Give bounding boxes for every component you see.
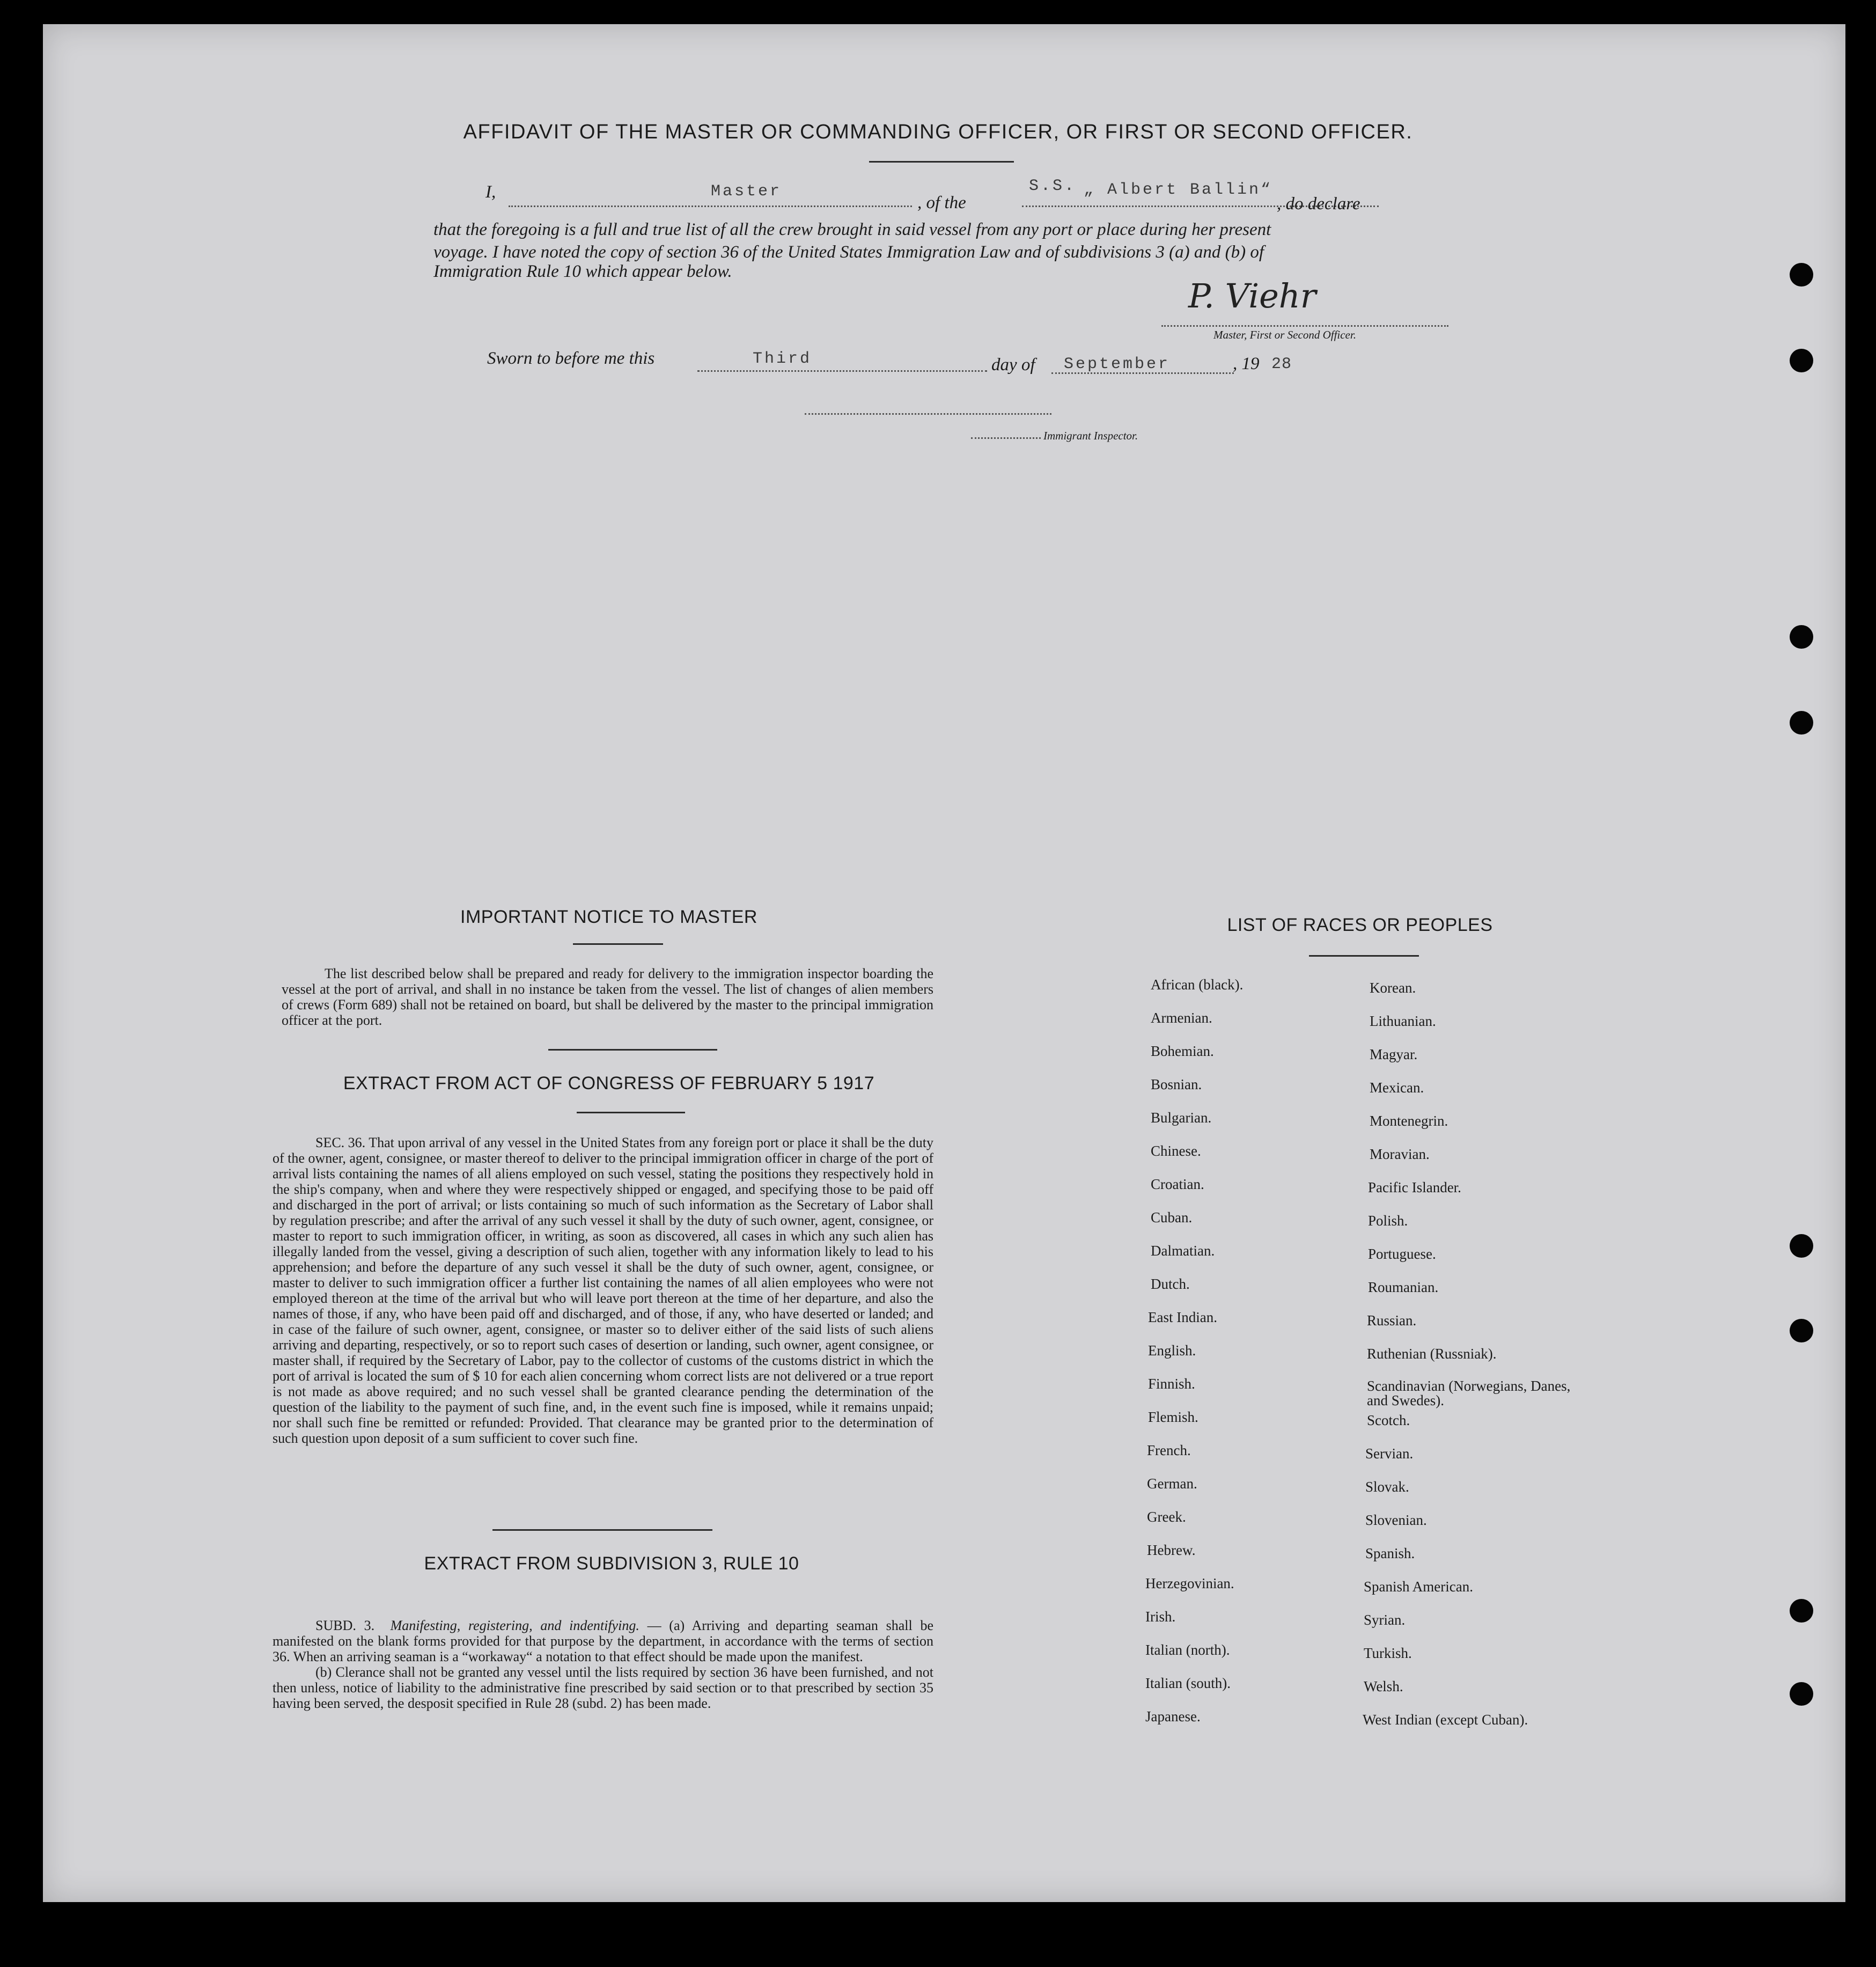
- race-item-right: Spanish.: [1365, 1545, 1415, 1561]
- race-item-left: Italian (north).: [1145, 1642, 1230, 1658]
- race-item-right: Turkish.: [1364, 1645, 1412, 1661]
- race-item-right: Portuguese.: [1368, 1246, 1436, 1262]
- signature-caption: Master, First or Second Officer.: [1213, 328, 1356, 341]
- punch-hole-icon: [1790, 625, 1813, 649]
- race-item-left: Armenian.: [1151, 1010, 1212, 1026]
- punch-hole-icon: [1790, 1234, 1813, 1258]
- master-signature: P. Viehr: [1188, 276, 1316, 315]
- vessel-prefix: S.S.: [1029, 177, 1077, 195]
- of-the-label: , of the: [917, 193, 966, 212]
- race-item-right: Polish.: [1368, 1213, 1408, 1229]
- race-item-left: Flemish.: [1148, 1409, 1198, 1425]
- sworn-month-value: September: [1064, 355, 1171, 373]
- year-value: 28: [1271, 355, 1292, 373]
- race-item-left: Dutch.: [1151, 1276, 1190, 1292]
- race-item-right: Servian.: [1365, 1445, 1414, 1462]
- race-item-right: Lithuanian.: [1370, 1013, 1436, 1029]
- officer-name-line: [509, 205, 912, 207]
- race-item-left: French.: [1147, 1442, 1191, 1458]
- sworn-day-value: Third: [753, 350, 812, 368]
- race-item-right: Moravian.: [1370, 1146, 1430, 1162]
- extract-act-title: EXTRACT FROM ACT OF CONGRESS OF FEBRUARY 5 1917: [343, 1073, 875, 1093]
- vessel-name-value: „ Albert Ballin“: [1084, 181, 1273, 199]
- affidavit-line-3: voyage. I have noted the copy of section 36 of the United States Immigration Law and of subdivisions 3 (a) and (b) of: [433, 243, 1264, 262]
- race-item-left: African (black).: [1151, 977, 1244, 993]
- race-item-left: Chinese.: [1151, 1143, 1201, 1159]
- sec-36-paragraph: SEC. 36. That upon arrival of any vessel in the United States from any foreign port or place it shall be the duty of the owner, agent, consignee, or master thereof to deliver to the principal immigration officer in charge of the port of arrival lists containing the names of all aliens employed on such vessel, stating the positions they respectively hold in the ship's company, when and where they were respectively shipped or engaged, and specifying those to be paid off and discharged in the port of arrival; or lists containing so much of such information as the Secretary of Labor shall by regulation prescribe; and after the arrival of any such vessel it shall by the duty of such owner, agent, consignee, or master to report to such immigration officer, in writing, as soon as discovered, all cases in which any such alien has illegally landed from the vessel, giving a description of such alien, together with any information likely to lead to his apprehension; and before the departure of any such vessel it shall be the duty of such owner, agent, consignee, or master to deliver to such immigration officer a further list containing the names of all alien employees who were not employed thereon at the time of the arrival but who will leave port thereon at the time of her departure, and also the names of those, if any, who have been paid off and discharged, and of those, if any, who have deserted or landed; and in case of the failure of such owner, agent, consignee, or master so to deliver either of the said lists of such aliens arriving and departing, respectively, or so to report such cases of desertion or landing, such owner, agent consignee, or master shall, if required by the Secretary of Labor, pay to the collector of customs of the customs district in which the port of arrival is located the sum of $ 10 for each alien concerning whom correct lists are not delivered or a true report is not made as above required; and no such vessel shall be granted clearance pending the determination of the question of the liability to the payment of such fine, and, in the event such fine is imposed, while it remains unpaid; nor shall such fine be remitted or refunded: Provided. That clearance may be granted prior to the determination of such question upon deposit of a sum sufficient to cover such fine.: [273, 1135, 933, 1446]
- races-title: LIST OF RACES OR PEOPLES: [1227, 915, 1493, 935]
- race-item-left: Herzegovinian.: [1145, 1575, 1234, 1591]
- punch-hole-icon: [1790, 263, 1813, 287]
- notice-divider: [573, 943, 663, 945]
- race-item-left: Irish.: [1145, 1609, 1176, 1625]
- race-item-left: German.: [1147, 1476, 1197, 1492]
- race-item-right: Syrian.: [1364, 1612, 1406, 1628]
- punch-hole-icon: [1790, 1682, 1813, 1706]
- inspector-line-short: [971, 437, 1041, 439]
- race-item-right: Magyar.: [1370, 1046, 1418, 1062]
- extract-rule-text: [273, 1618, 933, 1711]
- extract-rule-title: EXTRACT FROM SUBDIVISION 3, RULE 10: [424, 1553, 799, 1574]
- race-item-left: Bohemian.: [1151, 1043, 1214, 1059]
- officer-name-value: Master: [711, 182, 782, 201]
- race-item-right: Montenegrin.: [1370, 1113, 1448, 1129]
- affidavit-line-2: that the foregoing is a full and true list of all the crew brought in said vessel from any port or place during her present: [433, 220, 1271, 239]
- race-item-left: Bulgarian.: [1151, 1110, 1212, 1126]
- subd-a-paragraph: [273, 1618, 933, 1664]
- subd-a-text: — (a) Arriving and departing seaman shall be manifested on the blank forms provided for that purpose by the department, in accordance with the terms of section 36. When an arriving seaman is a “workaway“ a notation to that effect should be made upon the manifest.: [273, 1618, 933, 1664]
- affidavit-line-4: Immigration Rule 10 which appear below.: [433, 262, 732, 281]
- inspector-signature-line: [805, 413, 1051, 415]
- race-item-right: Roumanian.: [1368, 1279, 1439, 1295]
- race-item-right: Spanish American.: [1364, 1579, 1473, 1595]
- race-item-left: East Indian.: [1148, 1309, 1217, 1325]
- notice-title: IMPORTANT NOTICE TO MASTER: [460, 907, 757, 927]
- do-declare-label: , do declare: [1277, 194, 1360, 214]
- inspector-caption: Immigrant Inspector.: [1043, 429, 1138, 442]
- race-item-left: Cuban.: [1151, 1209, 1193, 1225]
- race-item-right: Mexican.: [1370, 1080, 1424, 1096]
- punch-hole-icon: [1790, 711, 1813, 735]
- race-item-right: Welsh.: [1364, 1678, 1403, 1694]
- race-item-right: Scotch.: [1367, 1412, 1410, 1428]
- year-prefix: , 19: [1233, 354, 1260, 373]
- race-item-right: Korean.: [1370, 980, 1416, 996]
- sworn-day-line: [697, 370, 987, 372]
- race-item-left: Bosnian.: [1151, 1076, 1202, 1092]
- notice-paragraph: The list described below shall be prepared and ready for delivery to the immigration inspector boarding the vessel at the port of arrival, and shall in no instance be taken from the vessel. The list of changes of alien members of crews (Form 689) shall not be retained on board, but shall be delivered by the master to the principal immigration officer at the port.: [282, 966, 933, 1028]
- race-item-right: West Indian (except Cuban).: [1363, 1712, 1528, 1728]
- day-of-label: day of: [991, 355, 1035, 375]
- race-item-left: Dalmatian.: [1151, 1243, 1215, 1259]
- subd-label: SUBD. 3.: [315, 1618, 375, 1633]
- extract-act-text: [273, 1135, 933, 1446]
- races-divider: [1309, 955, 1419, 957]
- title-divider: [869, 161, 1014, 163]
- race-item-left: Finnish.: [1148, 1376, 1195, 1392]
- race-item-left: Hebrew.: [1147, 1542, 1196, 1558]
- extract-act-divider: [577, 1112, 685, 1113]
- race-item-left: Croatian.: [1151, 1176, 1204, 1192]
- race-item-left: Italian (south).: [1145, 1675, 1231, 1691]
- race-item-right: Ruthenian (Russniak).: [1367, 1346, 1497, 1362]
- race-item-right: Slovak.: [1365, 1479, 1409, 1495]
- punch-hole-icon: [1790, 1319, 1813, 1342]
- race-item-right: Pacific Islander.: [1368, 1179, 1461, 1195]
- race-item-left: Japanese.: [1145, 1708, 1201, 1724]
- race-item-left: Greek.: [1147, 1509, 1186, 1525]
- race-item-right: Slovenian.: [1365, 1512, 1427, 1528]
- race-item-left: English.: [1148, 1342, 1196, 1359]
- punch-hole-icon: [1790, 1599, 1813, 1623]
- race-item-right: Russian.: [1367, 1312, 1417, 1329]
- signature-line: [1161, 325, 1448, 327]
- punch-hole-icon: [1790, 349, 1813, 372]
- sworn-label: Sworn to before me this: [487, 349, 655, 368]
- notice-end-divider: [548, 1049, 717, 1051]
- subd-heading: Manifesting, registering, and indentifying.: [390, 1618, 639, 1633]
- notice-text: [282, 966, 933, 1028]
- extract-act-end-divider: [492, 1529, 712, 1531]
- affidavit-i-label: I,: [485, 182, 496, 202]
- race-item-right: Scandinavian (Norwegians, Danes, and Swedes).: [1367, 1378, 1571, 1408]
- affidavit-title: AFFIDAVIT OF THE MASTER OR COMMANDING OFFICER, OR FIRST OR SECOND OFFICER.: [463, 121, 1413, 143]
- subd-b-paragraph: (b) Clerance shall not be granted any vessel until the lists required by section 36 have been furnished, and not then unless, notice of liability to the administrative fine prescribed by said section or to that prescribed by section 35 having been served, the desposit specified in Rule 28 (subd. 2) has been made.: [273, 1664, 933, 1711]
